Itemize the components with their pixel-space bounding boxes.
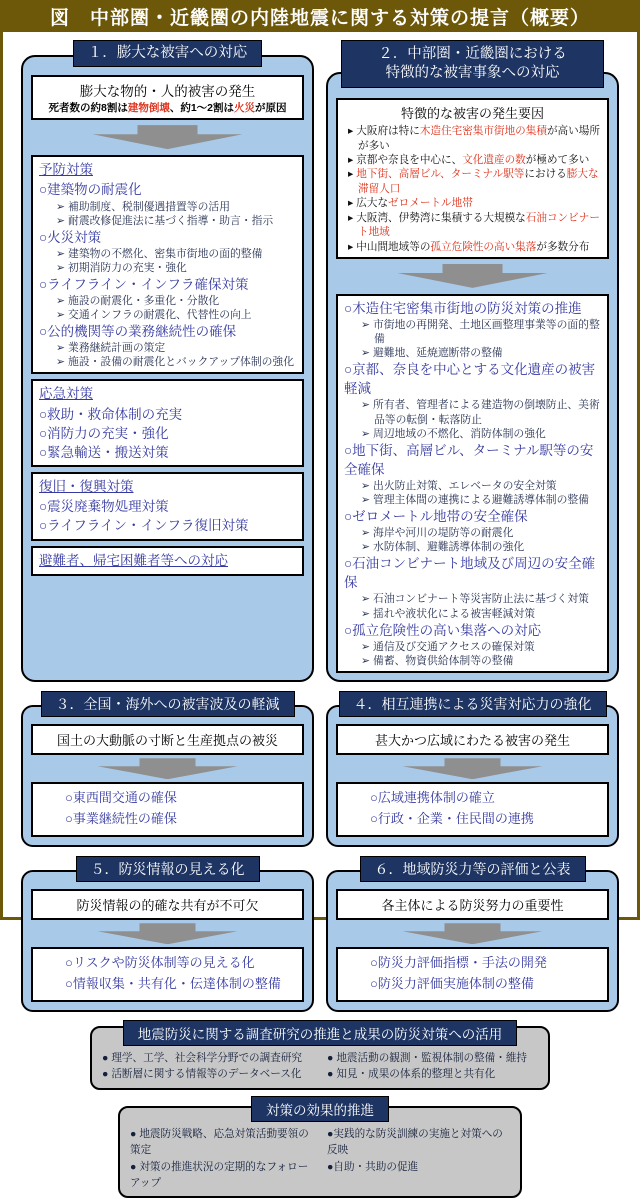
section-3 <box>21 691 314 847</box>
action-item: ○行政・企業・住民間の連携 <box>370 811 534 827</box>
section-5-panel <box>21 870 314 1012</box>
bullet-item: ● 理学、工学、社会科学分野での調査研究 <box>102 1051 303 1064</box>
red-highlight-text: ゼロメートル地帯 <box>388 197 473 210</box>
action-item: ○東西間交通の確保 <box>65 790 177 806</box>
down-arrow-icon <box>98 923 238 944</box>
measure-sub-item: ➢ 周辺地域の不燃化、消防体制の強化 <box>361 427 546 440</box>
section-4-problem-box: 甚大かつ広域にわたる被害の発生 <box>336 724 609 755</box>
section-2-header-line2: 特徴的な被害事象への対応 <box>385 65 560 82</box>
down-arrow-icon <box>398 264 548 288</box>
measure-item: ○救助・救命体制の充実 <box>39 406 183 422</box>
text-segment: における <box>524 168 567 181</box>
measure-sub-item: ➢ 施設の耐震化・多重化・分散化 <box>56 294 220 307</box>
measure-sub-item: ➢ 耐震改修促進法に基づく指導・助言・指示 <box>56 214 274 227</box>
section-3-panel <box>21 705 314 847</box>
text-segment: ▸ <box>348 168 357 181</box>
measure-item: ○ゼロメートル地帯の安全確保 <box>344 508 528 524</box>
measure-sub-item: ➢ 建築物の不燃化、密集市街地の面的整備 <box>56 247 263 260</box>
measure-sub-item: ➢ 施設・設備の耐震化とバックアップ体制の強化 <box>56 356 295 369</box>
text-segment: が原因 <box>255 102 287 115</box>
measure-item: ○ライフライン・インフラ確保対策 <box>39 276 249 292</box>
section-5 <box>21 856 314 1012</box>
measure-sub-item: ➢ 出火防止対策、エレベータの安全対策 <box>361 479 557 492</box>
damage-overview-title: 膨大な物的・人的被害の発生 <box>79 84 256 100</box>
measure-item: ○消防力の充実・強化 <box>39 425 169 441</box>
section-4-panel <box>326 705 619 847</box>
measure-group-heading: 避難者、帰宅困難者等への対応 <box>39 552 228 568</box>
action-item: ○防災力評価指標・手法の開発 <box>370 955 547 971</box>
feature-cause-box <box>336 98 609 259</box>
research-box-columns <box>102 1050 538 1083</box>
measure-item: ○地下街、高層ビル、ターミナル駅等の安全確保 <box>344 442 594 477</box>
measure-item: ○火災対策 <box>39 229 102 245</box>
promotion-box <box>118 1102 522 1198</box>
promotion-box-left-column <box>130 1126 313 1192</box>
measure-group-heading: 応急対策 <box>39 386 93 402</box>
measure-item: ○震災廃棄物処理対策 <box>39 499 169 515</box>
measure-sub-item: ➢ 管理主体間の連携による避難誘導体制の整備 <box>361 493 589 506</box>
section-1-header: １．膨大な被害への対応 <box>73 40 263 67</box>
measure-item: ○孤立危険性の高い集落への対応 <box>344 622 542 638</box>
action-item: ○リスクや防災体制等の見える化 <box>65 955 255 971</box>
measure-sub-item: ➢ 交通インフラの耐震化、代替性の向上 <box>56 309 252 321</box>
measure-sub-item: ➢ 避難地、延焼遮断帯の整備 <box>361 347 503 360</box>
row-sections-5-6 <box>21 856 619 1012</box>
action-item: ○防災力評価実施体制の整備 <box>370 976 534 992</box>
bullet-item: ●実践的な防災訓練の実施と対策への反映 <box>327 1127 503 1157</box>
action-item: ○広域連携体制の確立 <box>370 790 495 806</box>
measure-sub-item: ➢ 海岸や河川の堤防等の耐震化 <box>361 527 514 540</box>
measure-sub-item: ➢ 所有者、管理者による建造物の倒壊防止、美術品等の転倒・転落防止 <box>361 399 600 426</box>
section-6-problem-box: 各主体による防災努力の重要性 <box>336 889 609 920</box>
section-4-header: ４．相互連携による災害対応力の強化 <box>339 691 607 717</box>
measure-group-heading: 予防対策 <box>39 162 93 178</box>
measure-item: ○緊急輸送・搬送対策 <box>39 444 169 460</box>
research-box-right-column <box>327 1050 538 1083</box>
text-segment: が高い場所が多い <box>358 125 600 152</box>
section-6-header: ６．地域防災力等の評価と公表 <box>360 856 586 882</box>
section-5-problem-box: 防災情報の的確な共有が不可欠 <box>31 889 304 920</box>
feature-bullet-list <box>344 124 601 254</box>
row-sections-3-4 <box>21 691 619 847</box>
section-3-problem-box: 国土の大動脈の寸断と生産拠点の被災 <box>31 724 304 755</box>
research-box-left-column <box>102 1050 313 1083</box>
section-4 <box>326 691 619 847</box>
feature-bullet <box>344 167 601 196</box>
measure-group-box <box>31 472 304 541</box>
text-segment: ▸ 大阪府は特に <box>348 125 420 138</box>
measure-item: ○木造住宅密集市街地の防災対策の推進 <box>344 300 582 316</box>
bullet-item: ● 対策の推進状況の定期的なフォローアップ <box>130 1160 309 1189</box>
text-segment: が極めて多い <box>525 154 590 167</box>
text-segment: 、約1～2割は <box>169 102 235 115</box>
feature-bullet <box>344 240 601 254</box>
down-arrow-icon <box>403 758 543 779</box>
measure-sub-item: ➢ 石油コンビナート等災害防止法に基づく対策 <box>361 593 589 606</box>
red-highlight-text: 建物倒壊 <box>127 102 170 115</box>
bullet-item: ● 活断層に関する情報等のデータベース化 <box>102 1068 302 1081</box>
section-2-header <box>341 40 605 88</box>
page-title: 図 中部圏・近畿圏の内陸地震に関する対策の提言（概要） <box>49 7 590 29</box>
section-1-panel <box>21 55 314 682</box>
feature-bullet <box>344 153 601 167</box>
measure-sub-item: ➢ 業務継続計画の策定 <box>56 342 166 355</box>
measure-group-box <box>31 379 304 467</box>
feature-bullet <box>344 196 601 210</box>
down-arrow-icon <box>98 758 238 779</box>
bullet-item: ● 地震活動の観測・監視体制の整備・維持 <box>327 1051 528 1064</box>
section-2 <box>326 40 619 682</box>
section-2-measure-box <box>336 294 609 673</box>
bullet-item: ● 知見・成果の体系的整理と共有化 <box>327 1068 496 1081</box>
red-highlight-text: 木造住宅密集市街地の集積 <box>419 125 547 138</box>
measure-group-box <box>31 155 304 374</box>
section-3-actions-box <box>31 782 304 837</box>
measure-sub-item: ➢ 備蓄、物資供給体制等の整備 <box>361 654 514 667</box>
down-arrow-icon <box>403 923 543 944</box>
red-highlight-text: 膨大な滞留人口 <box>358 168 599 195</box>
red-highlight-text: 文化遺産の数 <box>462 154 526 167</box>
feature-cause-title: 特徴的な被害の発生要因 <box>400 106 544 122</box>
measure-item: ○京都、奈良を中心とする文化遺産の被害軽減 <box>344 362 596 397</box>
promotion-box-columns <box>130 1126 510 1192</box>
research-box-header: 地震防災に関する調査研究の推進と成果の防災対策への活用 <box>123 1020 518 1046</box>
measure-group-box <box>31 546 304 576</box>
damage-overview-box <box>31 75 304 120</box>
measure-sub-item: ➢ 揺れや液状化による被害軽減対策 <box>361 607 535 620</box>
section-6-actions-box <box>336 947 609 1002</box>
text-segment: ▸ 広大な <box>348 197 389 210</box>
content-frame <box>0 32 640 1189</box>
row-sections-1-2 <box>21 40 619 682</box>
feature-bullet <box>344 211 601 240</box>
red-highlight-text: 石油コンビナート地域 <box>358 211 600 239</box>
red-highlight-text: 火災 <box>234 102 256 115</box>
section-1-measure-boxes <box>31 155 304 576</box>
section-6 <box>326 856 619 1012</box>
down-arrow-icon <box>93 125 243 149</box>
section-5-actions-box <box>31 947 304 1002</box>
red-highlight-text: 地下街、高層ビル、ターミナル駅等 <box>356 168 525 181</box>
measure-sub-item: ➢ 通信及び交通アクセスの確保対策 <box>361 640 535 653</box>
promotion-box-right-column <box>327 1126 510 1192</box>
action-item: ○事業継続性の確保 <box>65 811 177 827</box>
text-segment: ▸ 大阪湾、伊勢湾に集積する大規模な <box>348 211 526 224</box>
feature-bullet <box>344 124 601 153</box>
measure-sub-item: ➢ 水防体制、避難誘導体制の強化 <box>361 541 525 554</box>
text-segment: ▸ 京都や奈良を中心に、 <box>348 154 463 167</box>
measure-group-heading: 復旧・復興対策 <box>39 478 134 494</box>
red-highlight-text: 孤立危険性の高い集落 <box>430 240 537 253</box>
bullet-item: ● 地震防災戦略、応急対策活動要領の策定 <box>130 1127 309 1157</box>
measure-sub-item: ➢ 補助制度、税制優遇措置等の活用 <box>56 200 230 213</box>
text-segment: が多数分布 <box>536 240 590 253</box>
measure-item: ○石油コンビナート地域及び周辺の安全確保 <box>344 556 596 591</box>
research-box <box>90 1026 550 1090</box>
title-bar <box>0 0 640 32</box>
promotion-box-header: 対策の効果的推進 <box>251 1096 389 1122</box>
section-5-header: ５．防災情報の見える化 <box>76 856 260 882</box>
measure-item: ○建築物の耐震化 <box>39 182 142 198</box>
action-item: ○情報収集・共有化・伝達体制の整備 <box>65 976 281 992</box>
measure-sub-item: ➢ 市街地の再開発、土地区画整理事業等の面的整備 <box>361 319 600 346</box>
section-4-actions-box <box>336 782 609 837</box>
section-6-panel <box>326 870 619 1012</box>
section-2-header-line1: ２．中部圏・近畿圏における <box>378 46 567 62</box>
section-3-header: ３．全国・海外への被害波及の軽減 <box>41 691 295 717</box>
text-segment: ▸ 中山間地域等の <box>348 240 431 253</box>
bullet-item: ●自助・共助の促進 <box>327 1160 419 1173</box>
measure-sub-item: ➢ 初期消防力の充実・強化 <box>56 261 187 274</box>
measure-item: ○ライフライン・インフラ復旧対策 <box>39 518 249 534</box>
text-segment: 死者数の約8割は <box>48 102 128 115</box>
measure-item: ○公的機関等の業務継続性の確保 <box>39 324 237 340</box>
section-1 <box>21 40 314 682</box>
damage-overview-subtitle <box>39 100 296 115</box>
section-2-panel <box>326 72 619 682</box>
